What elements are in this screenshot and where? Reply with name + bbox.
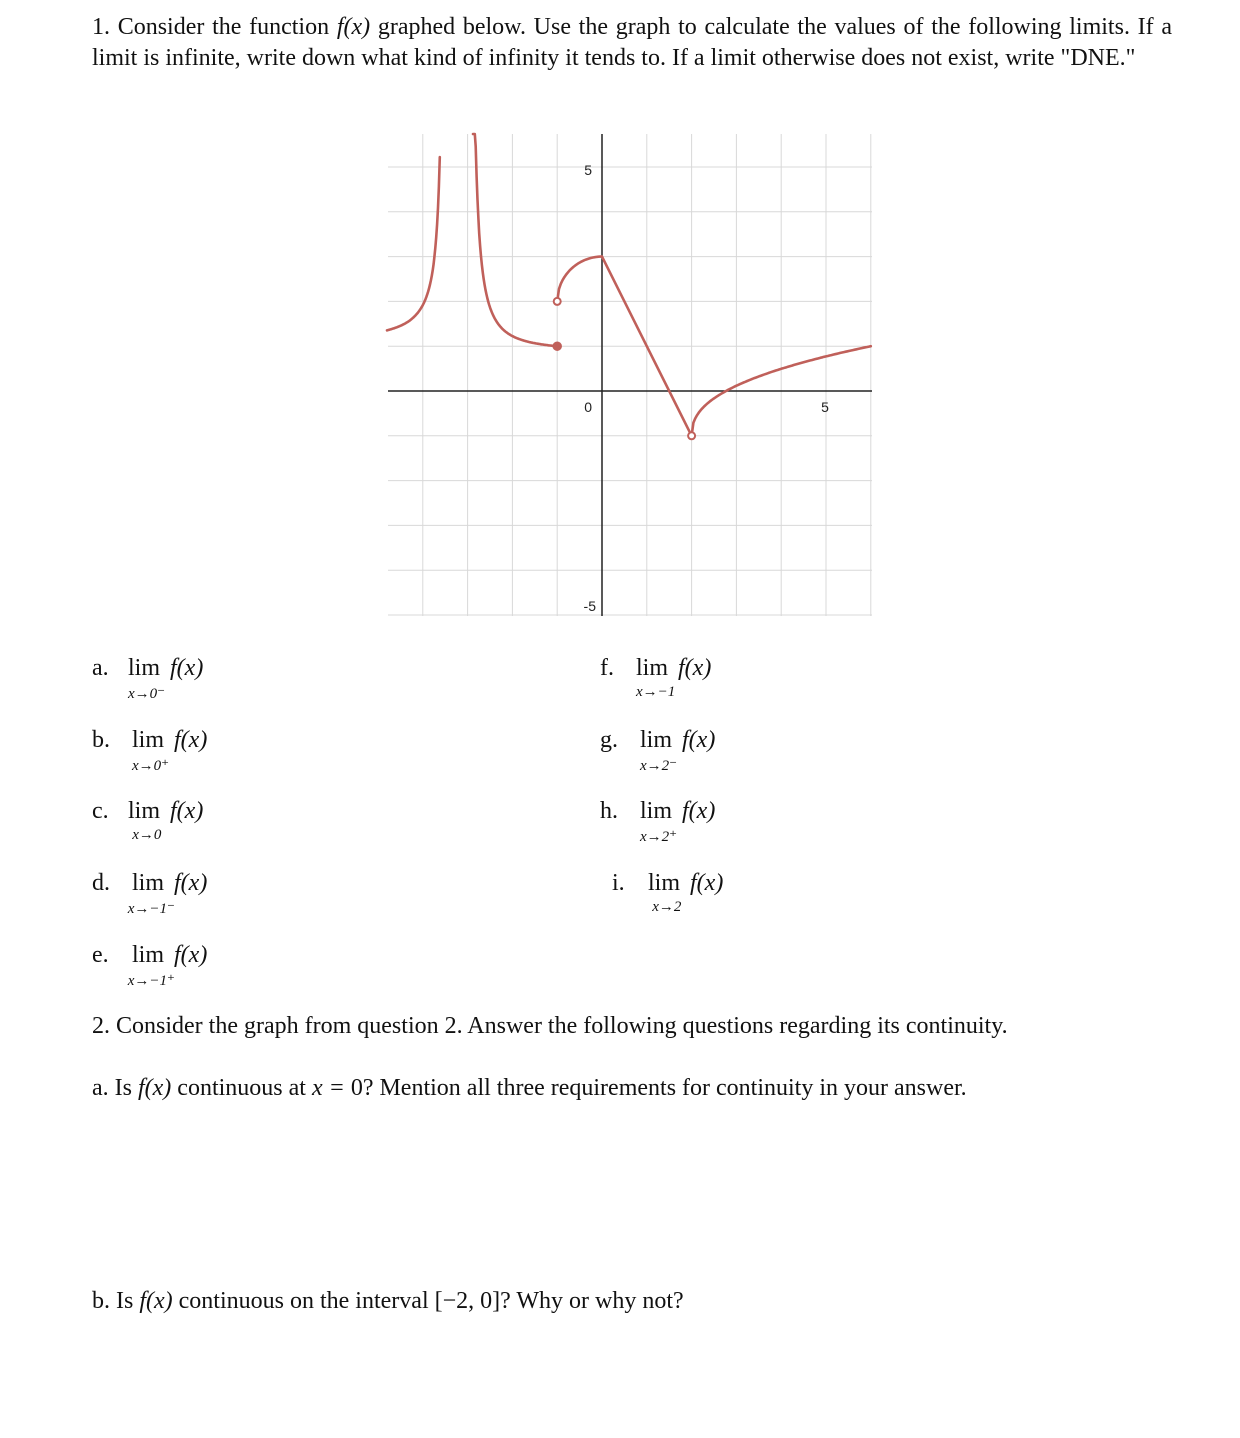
limit-subscript: x→2: [652, 899, 682, 915]
limit-subscript: x→0⁺: [132, 758, 170, 774]
limit-operator: lim: [640, 798, 673, 824]
limit-operator: lim: [640, 727, 673, 753]
closed-point: [553, 342, 561, 350]
question-2-intro: 2. Consider the graph from question 2. Answer the following questions regarding its continuity.: [92, 1013, 1008, 1039]
limit-operator: lim: [128, 798, 161, 824]
limit-subscript: x→2⁺: [640, 829, 678, 845]
limit-operator: lim: [636, 655, 669, 681]
limit-subscript: x→2⁻: [640, 758, 678, 774]
limit-function: f(x): [678, 655, 712, 681]
limit-function: f(x): [170, 655, 204, 681]
limit-operator: lim: [132, 942, 165, 968]
limit-letter: e.: [92, 942, 109, 968]
limit-operator: lim: [128, 655, 161, 681]
x-tick-label-right: 5: [821, 399, 829, 415]
limit-function: f(x): [682, 727, 716, 753]
limit-operator: lim: [648, 870, 681, 896]
limit-operator: lim: [132, 727, 165, 753]
middle-branch: [473, 134, 557, 346]
limit-letter: g.: [600, 727, 618, 753]
graph-points: [553, 298, 695, 439]
question-2b: b. Is f(x) continuous on the interval [−2, 0]? Why or why not?: [92, 1288, 684, 1314]
open-point: [554, 298, 561, 305]
limit-letter: f.: [600, 655, 614, 681]
limit-subscript: x→0⁻: [128, 686, 166, 702]
limit-subscript: x→0: [132, 827, 162, 843]
q1-text-part: graphed below. Use the graph to calculate the values of the following limits. If a limit is infinite, write down what kind of infinity it tends to. If a limit otherwise does not exist, write "DNE.": [92, 14, 1172, 71]
graph-grid: [388, 134, 872, 616]
limit-letter: c.: [92, 798, 109, 824]
graph-axes: [388, 134, 872, 616]
origin-label: 0: [584, 399, 592, 415]
question-2a: a. Is f(x) continuous at x = 0? Mention all three requirements for continuity in your answer.: [92, 1075, 967, 1101]
question-1-text: [92, 12, 1172, 74]
graph-labels: [584, 162, 830, 614]
limit-subscript: x→−1⁻: [127, 901, 175, 917]
left-branch: [387, 157, 440, 330]
y-tick-label-top: 5: [584, 162, 592, 178]
q1-text-part: 1. Consider the function: [92, 14, 337, 40]
limit-letter: i.: [612, 870, 625, 896]
limit-subscript: x→−1: [636, 684, 676, 700]
limit-function: f(x): [174, 727, 208, 753]
limit-function: f(x): [170, 798, 204, 824]
limit-function: f(x): [174, 870, 208, 896]
function-graph: [380, 125, 880, 625]
limit-letter: a.: [92, 655, 109, 681]
limit-operator: lim: [132, 870, 165, 896]
limit-function: f(x): [682, 798, 716, 824]
limit-function: f(x): [174, 942, 208, 968]
limit-subscript: x→−1⁺: [127, 973, 175, 989]
limit-letter: d.: [92, 870, 110, 896]
limit-function: f(x): [690, 870, 724, 896]
open-point: [688, 432, 695, 439]
arc: [557, 257, 602, 302]
y-tick-label-bottom: -5: [583, 598, 596, 614]
limit-letter: b.: [92, 727, 110, 753]
q1-function: f(x): [336, 14, 371, 40]
limit-letter: h.: [600, 798, 618, 824]
